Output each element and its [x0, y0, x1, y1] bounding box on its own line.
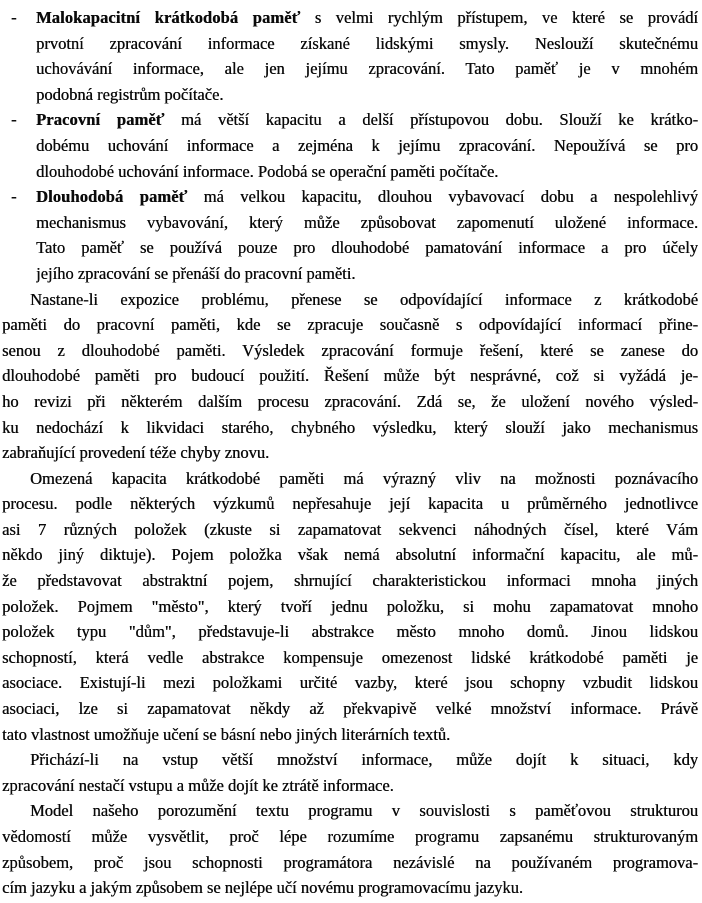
- text-line: [2, 824, 698, 850]
- text-line: [36, 56, 698, 82]
- text-segment: Tato paměť se používá pouze pro dlouhodobé pamatování informace a pro účely: [36, 238, 698, 258]
- bold-lead-text: Pracovní paměť: [36, 110, 165, 130]
- paragraph: [2, 466, 698, 748]
- text-segment: senou z dlouhodobé paměti. Výsledek zpracování formuje řešení, které se zanese do: [2, 340, 698, 360]
- text-segment: položek. Pojmem "město", který tvoří jednu položku, si mohu zapamatovat mnoho: [2, 596, 698, 616]
- text-line: [36, 210, 698, 236]
- text-segment: dlouhodobé paměti pro budoucí použití. Řešení může být nesprávné, což si vyžádá je-: [2, 366, 698, 386]
- text-segment: procesu. podle některých výzkumů nepřesahuje její kapacita u průměrného jednotlivce: [2, 494, 698, 514]
- bullet-marker: -: [11, 110, 17, 130]
- text-segment: někdo jiný diktuje). Pojem položka však nemá absolutní informační kapacitu, ale mů-: [2, 545, 698, 565]
- text-segment: dlouhodobé uchování informace. Podobá se operační paměti počítače.: [36, 161, 499, 181]
- text-line: [2, 542, 698, 568]
- text-segment: způsobem, proč jsou schopnosti programátora nezávislé na používaném programova-: [2, 852, 698, 872]
- text-segment: cím jazyku a jakým způsobem se nejlépe učí novému programovacímu jazyku.: [2, 878, 523, 898]
- text-segment: Nastane-li expozice problému, přenese se odpovídající informace z krátkodobé: [30, 289, 698, 309]
- text-segment: položek typu "dům", představuje-li abstrakce město mnoho domů. Jinou lidskou: [2, 622, 698, 642]
- text-segment: ho revizi při některém dalším procesu zpracování. Zdá se, že uložení nového výsled-: [2, 391, 698, 411]
- text-segment: jejího zpracování se přenáší do pracovní paměti.: [36, 263, 356, 283]
- text-line: [36, 261, 698, 287]
- text-line: [2, 287, 698, 313]
- text-segment: podobná registrům počítače.: [36, 84, 224, 104]
- text-segment: asociace. Existují-li mezi položkami určité vazby, které jsou schopny vzbudit lidskou: [2, 673, 698, 693]
- text-segment: vědomostí může vysvětlit, proč lépe rozumíme programu zapsanému strukturovaným: [2, 827, 698, 846]
- text-line: [2, 798, 698, 824]
- text-line: [2, 415, 698, 441]
- text-segment: Přichází-li na vstup větší množství informace, může dojít k situaci, kdy: [30, 750, 698, 770]
- text-segment: mechanismus vybavování, který může způsobovat zapomenutí uložené informace.: [36, 212, 698, 232]
- paragraph: [2, 747, 698, 798]
- text-line: [2, 568, 698, 594]
- text-segment: asi 7 různých položek (zkuste si zapamatovat sekvenci náhodných čísel, které Vám: [2, 519, 698, 539]
- text-segment: že představovat abstraktní pojem, shrnující charakteristickou informaci mnoha jiných: [2, 571, 698, 591]
- text-line: [2, 645, 698, 671]
- text-line: [2, 619, 698, 645]
- text-line: [36, 235, 698, 261]
- text-line: [36, 31, 698, 57]
- bullet-item: [2, 184, 698, 286]
- text-line: [36, 184, 698, 210]
- text-line: [2, 594, 698, 620]
- text-segment: má větší kapacitu a delší přístupovou dobu. Slouží ke krátko-: [164, 110, 698, 130]
- text-line: [36, 107, 698, 133]
- text-segment: tato vlastnost umožňuje učení se básní nebo jiných literárních textů.: [2, 724, 451, 744]
- text-segment: zpracování nestačí vstupu a může dojít ke ztrátě informace.: [2, 775, 394, 795]
- paragraph: [2, 798, 698, 900]
- text-segment: uchovávání informace, ale jen jejímu zpracování. Tato paměť je v mnohém: [36, 59, 698, 79]
- text-line: [36, 159, 698, 185]
- bold-lead-text: Malokapacitní krátkodobá paměť: [36, 8, 301, 27]
- text-line: [2, 517, 698, 543]
- text-line: [2, 338, 698, 364]
- text-line: [36, 5, 698, 31]
- bullet-marker: -: [11, 187, 17, 207]
- text-segment: Model našeho porozumění textu programu v souvislosti s paměťovou strukturou: [30, 801, 698, 821]
- text-line: [2, 670, 698, 696]
- text-segment: prvotní zpracování informace získané lidskými smysly. Neslouží skutečnému: [36, 33, 698, 53]
- text-segment: Omezená kapacita krátkodobé paměti má výrazný vliv na možnosti poznávacího: [30, 468, 698, 488]
- text-segment: ku nedochází k likvidaci starého, chybného výsledku, který slouží jako mechanismus: [2, 417, 698, 437]
- bullet-marker: -: [11, 8, 17, 27]
- text-line: [2, 747, 698, 773]
- text-segment: asociaci, lze si zapamatovat někdy až překvapivě velké množství informace. Právě: [2, 699, 698, 719]
- text-line: [2, 312, 698, 338]
- text-segment: dobému uchování informace a zejména k jejímu zpracování. Nepoužívá se pro: [36, 135, 698, 155]
- text-line: [36, 133, 698, 159]
- text-line: [2, 773, 698, 799]
- text-segment: má velkou kapacitu, dlouhou vybavovací dobu a nespolehlivý: [187, 187, 698, 207]
- bullet-item: [2, 5, 698, 107]
- text-segment: zabraňující provedení téže chyby znovu.: [2, 443, 270, 463]
- text-line: [2, 696, 698, 722]
- text-line: [2, 466, 698, 492]
- text-line: [2, 389, 698, 415]
- text-line: [2, 875, 698, 901]
- text-line: [2, 491, 698, 517]
- text-line: [2, 850, 698, 876]
- bold-lead-text: Dlouhodobá paměť: [36, 187, 188, 207]
- text-line: [2, 722, 698, 748]
- text-segment: paměti do pracovní paměti, kde se zpracuje současně s odpovídající informací přine-: [2, 315, 698, 335]
- bullet-item: [2, 107, 698, 184]
- text-segment: s velmi rychlým přístupem, ve které se provádí: [300, 8, 698, 27]
- paragraph: [2, 287, 698, 466]
- text-line: [2, 363, 698, 389]
- text-segment: schopností, která vedle abstrakce kompensuje omezenost lidské krátkodobé paměti je: [2, 647, 698, 667]
- text-line: [2, 440, 698, 466]
- text-line: [36, 82, 698, 108]
